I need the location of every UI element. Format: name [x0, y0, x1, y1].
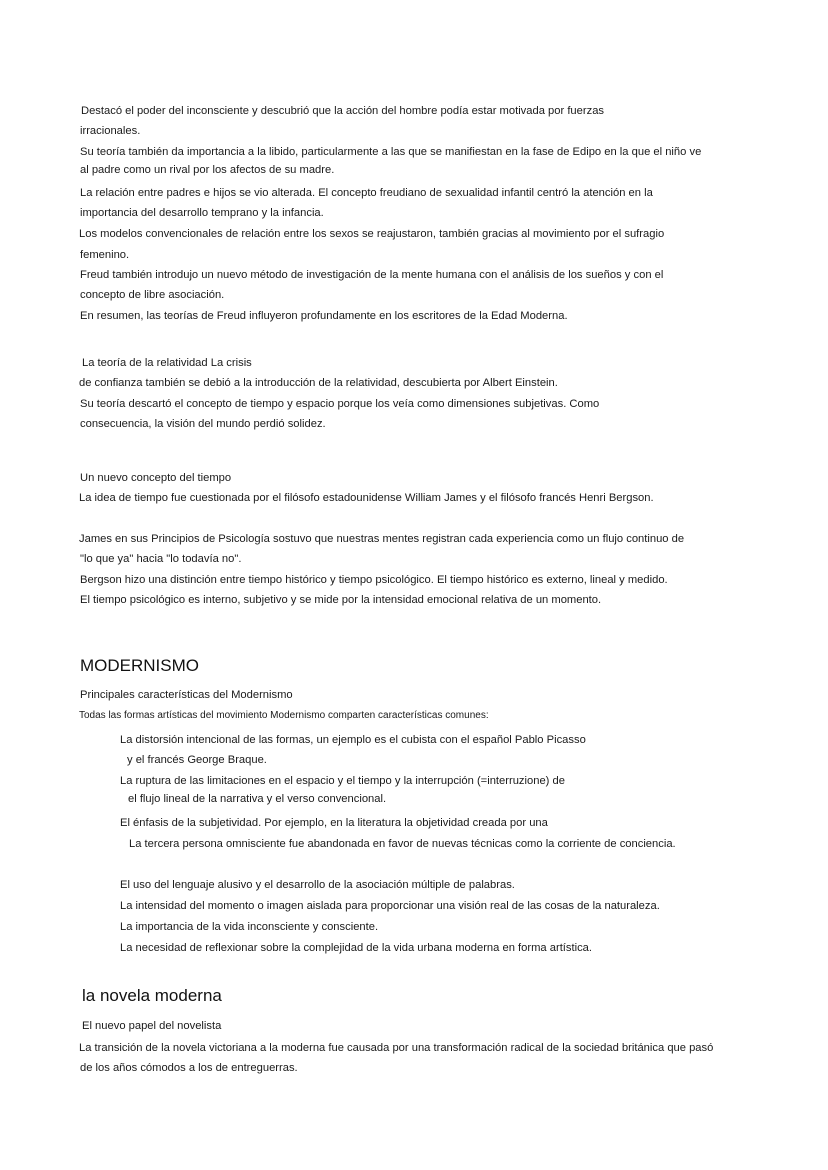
paragraph-line: Los modelos convencionales de relación entre los sexos se reajustaron, también gracias al movimiento por el sufragio	[79, 228, 665, 240]
paragraph-line: de confianza también se debió a la introducción de la relatividad, descubierta por Albert Einstein.	[79, 377, 558, 389]
list-item: La ruptura de las limitaciones en el espacio y el tiempo y la interrupción (=interruzione) de	[120, 775, 565, 787]
heading-modernismo: MODERNISMO	[80, 656, 199, 675]
paragraph-line: femenino.	[80, 249, 130, 261]
paragraph-line: Su teoría también da importancia a la libido, particularmente a las que se manifiestan en la fase de Edipo en la que el niño ve	[80, 146, 702, 158]
paragraph-line: Su teoría descartó el concepto de tiempo y espacio porque los veía como dimensiones subjetivas. Como	[80, 398, 600, 410]
paragraph-line: al padre como un rival por los afectos de su madre.	[80, 164, 335, 176]
paragraph-line: Bergson hizo una distinción entre tiempo histórico y tiempo psicológico. El tiempo histórico es externo, lineal y medido.	[80, 574, 668, 586]
paragraph-line: James en sus Principios de Psicología sostuvo que nuestras mentes registran cada experiencia como un flujo continuo de	[79, 533, 685, 545]
list-item-continuation: el flujo lineal de la narrativa y el verso convencional.	[128, 793, 387, 805]
paragraph-line: Destacó el poder del inconsciente y descubrió que la acción del hombre podía estar motivada por fuerzas	[81, 105, 605, 117]
list-item: El énfasis de la subjetividad. Por ejemplo, en la literatura la objetividad creada por una	[120, 817, 548, 829]
subheading: Principales características del Modernismo	[80, 689, 293, 701]
section-title: La teoría de la relatividad La crisis	[82, 357, 252, 369]
section-title: Un nuevo concepto del tiempo	[80, 472, 232, 484]
paragraph-line: La relación entre padres e hijos se vio alterada. El concepto freudiano de sexualidad infantil centró la atención en la	[80, 187, 653, 199]
list-item-continuation: y el francés George Braque.	[127, 754, 267, 766]
paragraph-line: concepto de libre asociación.	[80, 289, 225, 301]
list-item: La intensidad del momento o imagen aislada para proporcionar una visión real de las cosas de la naturaleza.	[120, 900, 660, 912]
paragraph-line: consecuencia, la visión del mundo perdió solidez.	[80, 418, 326, 430]
intro-text: Todas las formas artísticas del movimiento Modernismo comparten características comunes:	[79, 710, 489, 721]
paragraph-line: importancia del desarrollo temprano y la infancia.	[80, 207, 324, 219]
paragraph-line: de los años cómodos a los de entreguerras.	[80, 1062, 298, 1074]
paragraph-line: irracionales.	[80, 125, 141, 137]
list-item: El uso del lenguaje alusivo y el desarrollo de la asociación múltiple de palabras.	[120, 879, 515, 891]
paragraph-line: "lo que ya" hacia "lo todavía no".	[80, 553, 242, 565]
paragraph-line: La transición de la novela victoriana a la moderna fue causada por una transformación radical de la sociedad británica que pasó	[79, 1042, 714, 1054]
list-item: La necesidad de reflexionar sobre la complejidad de la vida urbana moderna en forma artística.	[120, 942, 593, 954]
list-item: La distorsión intencional de las formas, un ejemplo es el cubista con el español Pablo Picasso	[120, 734, 586, 746]
list-item: La importancia de la vida inconsciente y consciente.	[120, 921, 379, 933]
paragraph-line: En resumen, las teorías de Freud influyeron profundamente en los escritores de la Edad Moderna.	[80, 310, 568, 322]
heading-novela-moderna: la novela moderna	[82, 986, 222, 1005]
paragraph-line: La idea de tiempo fue cuestionada por el filósofo estadounidense William James y el filósofo francés Henri Bergson.	[79, 492, 654, 504]
list-item-continuation: La tercera persona omnisciente fue abandonada en favor de nuevas técnicas como la corriente de conciencia.	[129, 838, 676, 850]
paragraph-line: Freud también introdujo un nuevo método de investigación de la mente humana con el análisis de los sueños y con el	[80, 269, 664, 281]
paragraph-line: El tiempo psicológico es interno, subjetivo y se mide por la intensidad emocional relativa de un momento.	[80, 594, 602, 606]
subheading: El nuevo papel del novelista	[82, 1020, 222, 1032]
